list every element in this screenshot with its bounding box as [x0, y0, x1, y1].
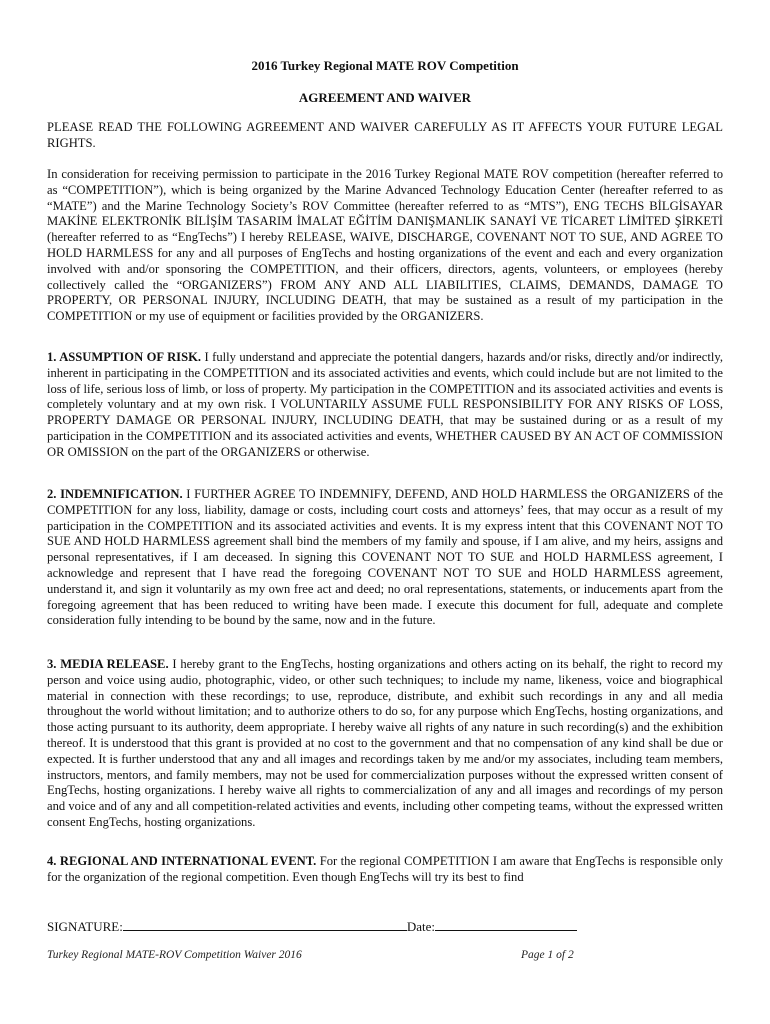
section-text: For the regional COMPETITION I am aware that EngTechs is responsible only for the organization of the regional competition. Even though EngTechs will try its best to find [47, 854, 723, 884]
signature-field[interactable] [123, 919, 407, 931]
section-text: I hereby grant to the EngTechs, hosting organizations and others acting on its behalf, the right to record my person and voice using audio, photographic, video, or other such techniques; to include my name, likeness, voice and biographical material in connection with these recordings; to use, reproduce, distribute, and exhibit such recordings in any and all media throughout the world without limitation; and to authorize others to do so, for any purpose which EngTechs, hosting organizations, and those acting pursuant to its authority, deem appropriate. I hereby waive all rights of any nature in such recording(s) and the exhibition thereof. It is understood that this grant is provided at no cost to the government and that no compensation of any kind shall be due or expected. It is further understood that any and all images and recordings taken by me and/or my associates, including team members, instructors, mentors, and family members, may not be used for commercialization purposes without the expressed written consent of EngTechs, hosting organizations. I hereby waive all rights to commercialization of any and all images and recordings of my person and voice and of any and all competition-related activities and events, including other competing teams, without the expressed written consent EngTechs, hosting organizations. [47, 657, 723, 829]
section-text: I FURTHER AGREE TO INDEMNIFY, DEFEND, AND HOLD HARMLESS the ORGANIZERS of the COMPETITION for any loss, liability, damage or costs, including court costs and attorneys’ fees, that may occur as a result of my participation in the COMPETITION and its associated activities and events. It is my express intent that this COVENANT NOT TO SUE AND HOLD HARMLESS agreement shall bind the members of my family and spouse, if I am alive, and my heirs, assigns and personal representatives, if I am deceased. In signing this COVENANT NOT TO SUE and HOLD HARMLESS agreement, I acknowledge and represent that I have read the foregoing COVENANT NOT TO SUE and HOLD HARMLESS agreement, understand it, and sign it voluntarily as my own free act and deed; no oral representations, statements, or inducements apart from the foregoing agreement that has been reduced to writing have been made. I execute this document for full, adequate and complete consideration fully intending to be bound by the same, now and in the future. [47, 487, 724, 628]
section-heading: 1. ASSUMPTION OF RISK. [47, 350, 202, 364]
footer-document-name: Turkey Regional MATE-ROV Competition Waiver 2016 [47, 949, 302, 961]
document-subtitle: AGREEMENT AND WAIVER [298, 90, 472, 105]
signature-row [47, 919, 723, 935]
section-media-release [47, 657, 723, 831]
section-regional-event [47, 854, 723, 886]
section-heading: 4. REGIONAL AND INTERNATIONAL EVENT. [47, 854, 317, 868]
signature-label: SIGNATURE: [47, 919, 123, 934]
section-text: I fully understand and appreciate the potential dangers, hazards and/or risks, directly and/or indirectly, inherent in participating in the COMPETITION and its associated activities and events, which could include but are not limited to the loss of life, serious loss of limb, or loss of property. My participation in the COMPETITION and its associated activities and events is completely voluntary and at my own risk. I VOLUNTARILY ASSUME FULL RESPONSIBILITY FOR ANY RISKS OF LOSS, PROPERTY DAMAGE OR PERSONAL INJURY, INCLUDING DEATH, that may be sustained during or as a result of my participation in the COMPETITION and its associated activities and events, WHETHER CAUSED BY AN ACT OF COMMISSION OR OMISSION on the part of the ORGANIZERS or otherwise. [47, 350, 723, 459]
section-indemnification [47, 487, 723, 629]
date-field[interactable] [435, 919, 577, 931]
notice-paragraph: PLEASE READ THE FOLLOWING AGREEMENT AND WAIVER CAREFULLY AS IT AFFECTS YOUR FUTURE LEGAL RIGHTS. [47, 120, 723, 150]
date-label: Date: [406, 919, 435, 934]
intro-paragraph: In consideration for receiving permission to participate in the 2016 Turkey Regional MATE ROV competition (hereafter referred to as “COMPETITION”), which is being organized by the Marine Advanced Technology Education Center (hereafter referred to as “MATE”) and the Marine Technology Society’s ROV Committee (hereafter referred to as “MTS”), ENG TECHS BİLGİSAYAR MAKİNE ELEKTRONİK BİLİŞİM TASARIM İMALAT EĞİTİM DANIŞMANLIK SANAYİ VE TİCARET LİMİTED ŞİRKETİ (hereafter referred to as “EngTechs”) I hereby RELEASE, WAIVE, DISCHARGE, COVENANT NOT TO SUE, AND AGREE TO HOLD HARMLESS for any and all purposes of EngTechs and hosting organizations of the event and each and every organization involved with and/or sponsoring the COMPETITION, and their officers, directors, agents, volunteers, or employees (hereby collectively called the “ORGANIZERS”) FROM ANY AND ALL LIABILITIES, CLAIMS, DEMANDS, DAMAGE TO PROPERTY, OR PERSONAL INJURY, INCLUDING DEATH, that may be sustained as a result of my participation in the COMPETITION or my use of equipment or facilities provided by the ORGANIZERS. [47, 167, 723, 324]
footer-page-number: Page 1 of 2 [521, 949, 574, 961]
section-assumption-of-risk [47, 350, 723, 461]
section-heading: 3. MEDIA RELEASE. [47, 657, 169, 671]
section-heading: 2. INDEMNIFICATION. [47, 487, 183, 501]
document-title: 2016 Turkey Regional MATE ROV Competition [251, 58, 519, 73]
